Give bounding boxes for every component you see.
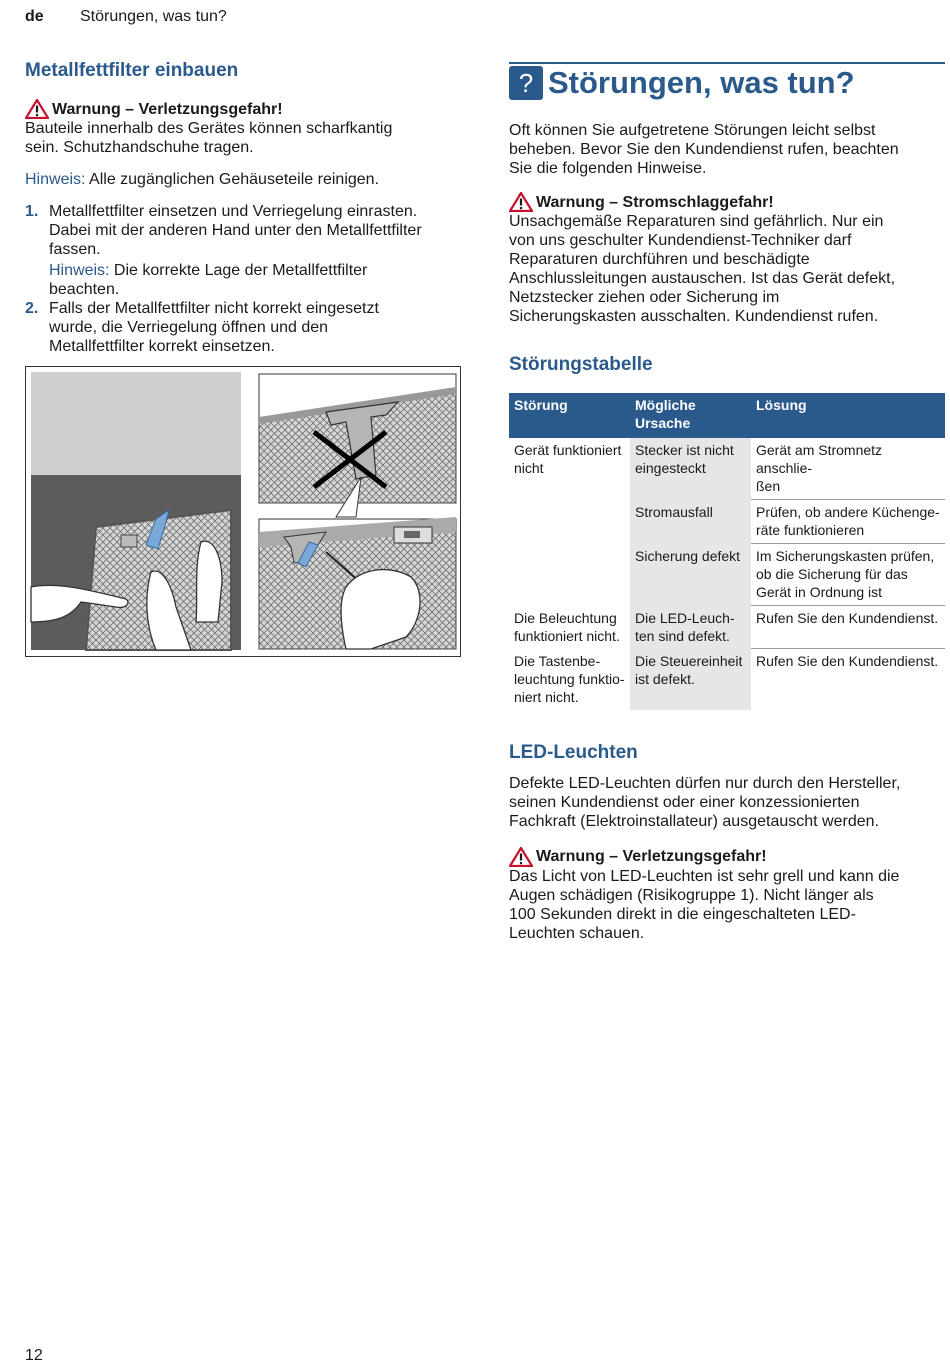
step-number: 1. bbox=[25, 203, 39, 220]
led-text-line: Defekte LED-Leuchten dürfen nur durch den Hersteller, bbox=[509, 774, 901, 792]
table-header-loesung: Lösung bbox=[751, 393, 945, 438]
warning-text-line: Reparaturen durchführen und beschädigte bbox=[509, 251, 810, 268]
table-header-stoerung: Störung bbox=[509, 393, 630, 438]
table-header-ursache: Mögliche Ursache bbox=[630, 393, 751, 438]
open-latch-image bbox=[259, 517, 456, 649]
table-cell-ursache: Sicherung defekt bbox=[630, 544, 751, 606]
fault-table bbox=[509, 393, 945, 710]
led-text-line: seinen Kundendienst oder einer konzessionierten bbox=[509, 793, 860, 811]
table-cell-loesung: Gerät am Stromnetz anschlie- ßen bbox=[751, 438, 945, 500]
section-heading-filter: Metallfettfilter einbauen bbox=[25, 60, 239, 81]
intro-line: Sie die folgenden Hinweise. bbox=[509, 160, 707, 177]
warning-title-text: Warnung – Verletzungsgefahr! bbox=[52, 100, 283, 118]
table-cell-ursache: Die LED-Leuch- ten sind defekt. bbox=[630, 606, 751, 649]
table-cell-loesung: Rufen Sie den Kundendienst. bbox=[756, 653, 939, 669]
warning-triangle-icon bbox=[509, 847, 533, 867]
question-mark-icon: ? bbox=[509, 66, 543, 100]
table-row bbox=[509, 649, 945, 710]
right-column bbox=[509, 62, 945, 943]
warning-text-line: Netzstecker ziehen oder Sicherung im bbox=[509, 289, 780, 306]
table-cell-stoerung: Gerät funktioniert nicht bbox=[514, 442, 622, 476]
warning-text-line: Unsachgemäße Reparaturen sind gefährlich. Nur ein bbox=[509, 213, 884, 230]
table-row bbox=[509, 438, 945, 500]
section-heading-table: Störungstabelle bbox=[509, 354, 653, 375]
table-cell-ursache: Die Steuereinheit ist defekt. bbox=[630, 649, 751, 710]
table-cell-stoerung: Die Tastenbe- leuchtung funktio- niert nicht. bbox=[514, 652, 625, 705]
chapter-title: Störungen, was tun? bbox=[548, 65, 855, 100]
warning-text-line: Augen schädigen (Risikogruppe 1). Nicht länger als bbox=[509, 886, 874, 904]
table-cell-stoerung: Die Beleuchtung funktioniert nicht. bbox=[514, 609, 620, 644]
hint-text: Die korrekte Lage der Metallfettfilter bbox=[109, 262, 368, 279]
language-code: de bbox=[25, 8, 44, 25]
intro-line: beheben. Bevor Sie den Kundendienst rufen, beachten bbox=[509, 141, 899, 158]
warning-title-text: Warnung – Verletzungsgefahr! bbox=[536, 848, 767, 865]
step-1 bbox=[25, 202, 465, 299]
warning-title bbox=[25, 99, 465, 119]
step-text-line: Falls der Metallfettfilter nicht korrekt eingesetzt bbox=[49, 300, 379, 317]
warning-text-line: sein. Schutzhandschuhe tragen. bbox=[25, 139, 254, 156]
warning-text-line: Sicherungskasten ausschalten. Kundendienst rufen. bbox=[509, 308, 879, 325]
warning-triangle-icon bbox=[509, 192, 533, 212]
step-text-line: Dabei mit der anderen Hand unter den Metallfettfilter bbox=[49, 222, 422, 239]
warning-text-line: Leuchten schauen. bbox=[509, 924, 645, 942]
hint-paragraph bbox=[25, 170, 465, 189]
illustration-svg bbox=[26, 367, 460, 656]
step-text-line: Metallfettfilter korrekt einsetzen. bbox=[49, 338, 275, 355]
warning-text-line: von uns geschulter Kundendienst-Techniker darf bbox=[509, 232, 852, 249]
filter-installation-illustration bbox=[25, 366, 461, 657]
step-hint bbox=[49, 261, 422, 280]
warning-title bbox=[509, 192, 945, 212]
section-heading-led: LED-Leuchten bbox=[509, 741, 638, 763]
running-header: Störungen, was tun? bbox=[80, 8, 227, 25]
step-hint-line: beachten. bbox=[49, 281, 120, 298]
table-cell-loesung: Im Sicherungskasten prüfen, ob die Sicherung für das Gerät in Ordnung ist bbox=[751, 544, 945, 606]
warning-title bbox=[509, 847, 945, 867]
warning-text-line: Bauteile innerhalb des Gerätes können scharfkantig bbox=[25, 120, 393, 137]
hint-text: Alle zugänglichen Gehäuseteile reinigen. bbox=[85, 171, 380, 188]
table-cell-ursache: Stecker ist nicht eingesteckt bbox=[630, 438, 751, 500]
table-cell-ursache: Stromausfall bbox=[630, 500, 751, 544]
table-cell-loesung: Prüfen, ob andere Küchenge- räte funktionieren bbox=[751, 500, 945, 544]
warning-triangle-icon bbox=[25, 99, 49, 119]
hint-label: Hinweis: bbox=[49, 262, 110, 279]
step-2 bbox=[25, 299, 465, 356]
warning-text-line: Das Licht von LED-Leuchten ist sehr grell und kann die bbox=[509, 867, 900, 885]
hands-insert-filter-image bbox=[31, 372, 241, 650]
step-number: 2. bbox=[25, 300, 39, 317]
led-text-line: Fachkraft (Elektroinstallateur) ausgetauscht werden. bbox=[509, 812, 879, 830]
step-text-line: wurde, die Verriegelung öffnen und den bbox=[49, 319, 329, 336]
table-cell-loesung: Rufen Sie den Kundendienst. bbox=[751, 606, 945, 649]
left-column bbox=[25, 58, 465, 356]
intro-line: Oft können Sie aufgetretene Störungen leicht selbst bbox=[509, 122, 876, 139]
warning-title-text: Warnung – Stromschlaggefahr! bbox=[536, 193, 774, 211]
chapter-heading bbox=[509, 62, 945, 102]
table-row bbox=[509, 606, 945, 649]
page-number: 12 bbox=[25, 1347, 43, 1364]
step-text-line: Metallfettfilter einsetzen und Verriegelung einrasten. bbox=[49, 203, 418, 220]
warning-text-line: 100 Sekunden direkt in die eingeschalteten LED- bbox=[509, 905, 856, 923]
step-text-line: fassen. bbox=[49, 241, 101, 258]
hint-label: Hinweis: bbox=[25, 171, 86, 188]
warning-text-line: Anschlussleitungen austauschen. Ist das Gerät defekt, bbox=[509, 270, 896, 287]
